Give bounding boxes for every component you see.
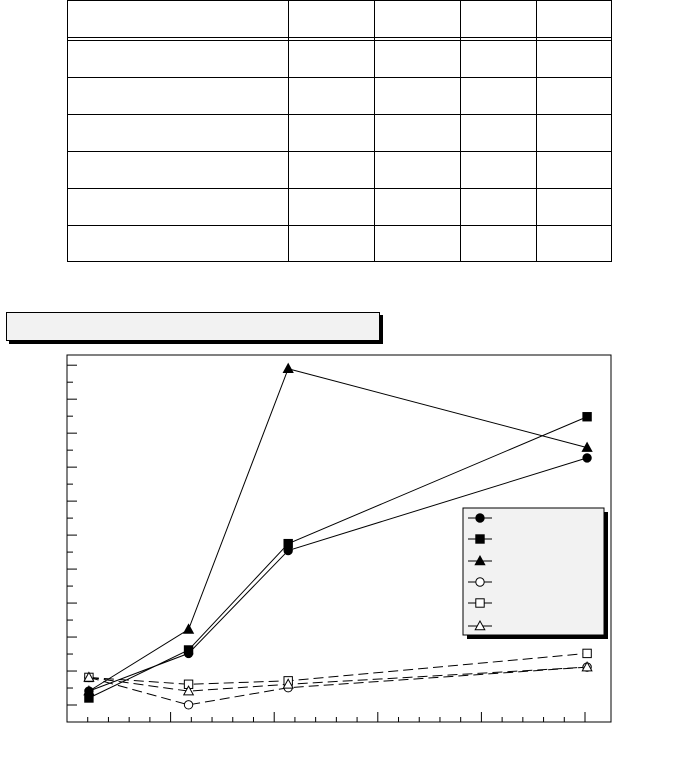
data-point	[583, 649, 591, 657]
table-cell	[289, 189, 374, 225]
table-cell	[375, 78, 460, 114]
table-cell	[537, 226, 611, 261]
data-point	[184, 701, 192, 709]
table-cell	[537, 41, 611, 77]
table-cell	[537, 189, 611, 225]
table-column-divider	[611, 0, 612, 262]
legend-marker	[476, 535, 484, 543]
data-table	[67, 0, 612, 262]
table-header-cell	[289, 1, 374, 37]
table-cell	[68, 152, 288, 188]
table-header-cell	[375, 1, 460, 37]
table-cell	[461, 115, 536, 151]
table-cell	[375, 189, 460, 225]
legend-box	[463, 508, 604, 635]
table-cell	[68, 189, 288, 225]
table-cell	[375, 152, 460, 188]
table-header-separator	[67, 37, 612, 38]
data-point	[184, 646, 192, 654]
table-cell	[461, 152, 536, 188]
table-header-cell	[461, 1, 536, 37]
table-cell	[289, 152, 374, 188]
table-cell	[375, 115, 460, 151]
table-cell	[68, 41, 288, 77]
table-header-cell	[537, 1, 611, 37]
table-cell	[537, 115, 611, 151]
table-cell	[461, 226, 536, 261]
table-border-bottom	[67, 261, 612, 262]
data-point	[284, 539, 292, 547]
table-cell	[375, 226, 460, 261]
table-header-cell	[68, 1, 288, 37]
table-cell	[68, 226, 288, 261]
table-cell	[289, 41, 374, 77]
line-chart	[0, 350, 680, 770]
table-cell	[289, 78, 374, 114]
table-cell	[289, 226, 374, 261]
data-point	[583, 413, 591, 421]
table-cell	[537, 152, 611, 188]
table-cell	[68, 115, 288, 151]
table-cell	[461, 189, 536, 225]
legend-marker	[476, 514, 484, 522]
legend-marker	[476, 599, 484, 607]
table-cell	[461, 41, 536, 77]
table-cell	[461, 78, 536, 114]
chart-title-box	[6, 312, 380, 341]
table-cell	[537, 78, 611, 114]
data-point	[583, 454, 591, 462]
table-cell	[375, 41, 460, 77]
table-cell	[289, 115, 374, 151]
table-cell	[68, 78, 288, 114]
legend-marker	[476, 578, 484, 586]
